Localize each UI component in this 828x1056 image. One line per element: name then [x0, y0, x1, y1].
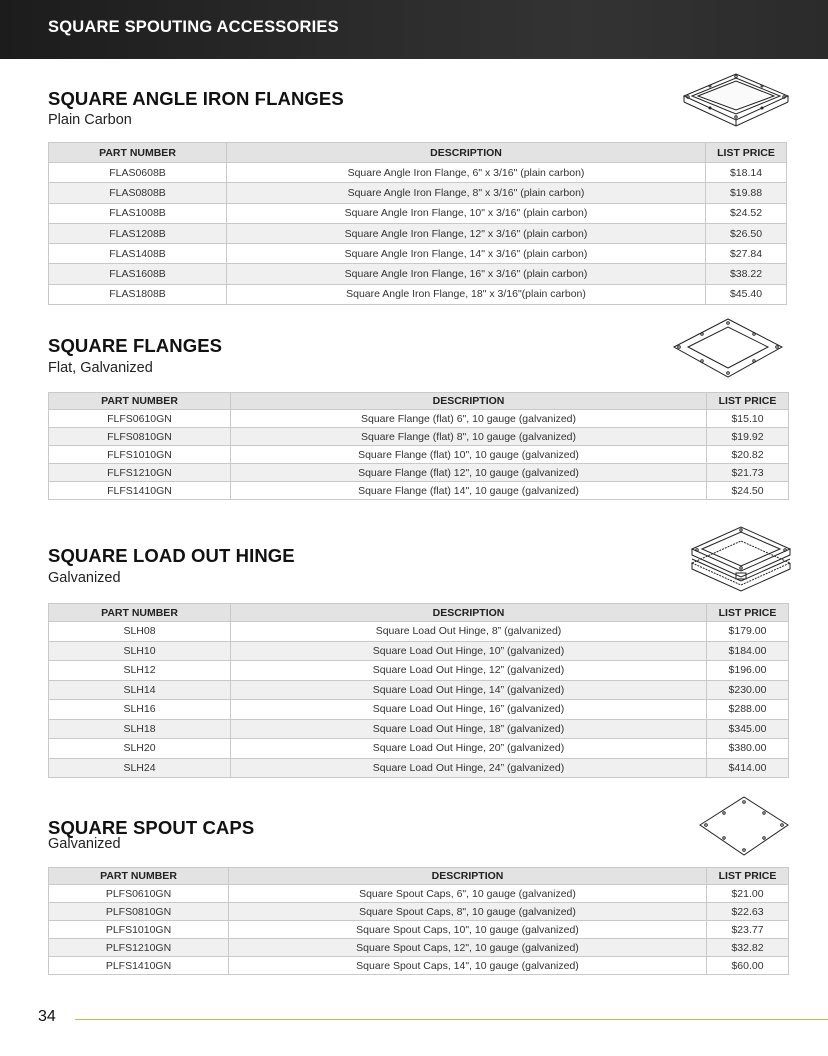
list-price-cell: $23.77 [707, 921, 789, 939]
column-header-description: DESCRIPTION [227, 143, 706, 163]
table-row [49, 183, 787, 203]
table-row [49, 223, 787, 243]
list-price-cell: $32.82 [707, 939, 789, 957]
list-price-cell: $230.00 [707, 680, 789, 700]
table-row [49, 622, 789, 642]
part-number-cell: FLFS0810GN [49, 428, 231, 446]
part-number-cell: FLAS1008B [49, 203, 227, 223]
table-row [49, 264, 787, 284]
column-header-part-number: PART NUMBER [49, 868, 229, 885]
table-row [49, 284, 787, 304]
section-subtitle: Plain Carbon [48, 112, 132, 128]
part-number-cell: SLH20 [49, 739, 231, 759]
list-price-cell: $15.10 [707, 410, 789, 428]
description-cell: Square Load Out Hinge, 20” (galvanized) [231, 739, 707, 759]
list-price-cell: $288.00 [707, 700, 789, 720]
section-title: SQUARE ANGLE IRON FLANGES [48, 88, 344, 109]
angle-iron-flanges-table [48, 142, 787, 305]
list-price-cell: $196.00 [707, 661, 789, 681]
column-header-list-price: LIST PRICE [707, 604, 789, 622]
description-cell: Square Load Out Hinge, 14” (galvanized) [231, 680, 707, 700]
part-number-cell: PLFS1410GN [49, 957, 229, 975]
description-cell: Square Angle Iron Flange, 8" x 3/16" (plain carbon) [227, 183, 706, 203]
table-row [49, 957, 789, 975]
page-header-bar [0, 0, 828, 59]
section-angle-iron-flanges [48, 88, 788, 308]
spout-caps-table [48, 867, 789, 975]
table-row [49, 700, 789, 720]
description-cell: Square Flange (flat) 10", 10 gauge (galvanized) [231, 446, 707, 464]
description-cell: Square Angle Iron Flange, 6" x 3/16" (plain carbon) [227, 163, 706, 183]
description-cell: Square Angle Iron Flange, 10" x 3/16" (plain carbon) [227, 203, 706, 223]
list-price-cell: $22.63 [707, 903, 789, 921]
list-price-cell: $19.92 [707, 428, 789, 446]
list-price-cell: $179.00 [707, 622, 789, 642]
part-number-cell: FLAS1608B [49, 264, 227, 284]
description-cell: Square Spout Caps, 12", 10 gauge (galvanized) [229, 939, 707, 957]
table-row [49, 244, 787, 264]
table-row [49, 661, 789, 681]
table-row [49, 758, 789, 778]
part-number-cell: FLAS0808B [49, 183, 227, 203]
load-out-hinge-icon [688, 523, 794, 595]
description-cell: Square Flange (flat) 8", 10 gauge (galvanized) [231, 428, 707, 446]
flat-flange-icon [672, 317, 784, 381]
list-price-cell: $414.00 [707, 758, 789, 778]
description-cell: Square Spout Caps, 6", 10 gauge (galvanized) [229, 885, 707, 903]
page-number: 34 [38, 1008, 56, 1025]
list-price-cell: $45.40 [706, 284, 787, 304]
section-square-flanges [48, 335, 788, 505]
list-price-cell: $26.50 [706, 223, 787, 243]
description-cell: Square Load Out Hinge, 18” (galvanized) [231, 719, 707, 739]
description-cell: Square Spout Caps, 10", 10 gauge (galvanized) [229, 921, 707, 939]
column-header-list-price: LIST PRICE [707, 393, 789, 410]
column-header-list-price: LIST PRICE [706, 143, 787, 163]
part-number-cell: PLFS0810GN [49, 903, 229, 921]
description-cell: Square Spout Caps, 14", 10 gauge (galvanized) [229, 957, 707, 975]
part-number-cell: FLFS0610GN [49, 410, 231, 428]
description-cell: Square Angle Iron Flange, 18" x 3/16"(plain carbon) [227, 284, 706, 304]
description-cell: Square Load Out Hinge, 16” (galvanized) [231, 700, 707, 720]
section-subtitle: Flat, Galvanized [48, 360, 153, 376]
table-row [49, 482, 789, 500]
list-price-cell: $380.00 [707, 739, 789, 759]
table-row [49, 921, 789, 939]
description-cell: Square Angle Iron Flange, 12" x 3/16" (plain carbon) [227, 223, 706, 243]
description-cell: Square Angle Iron Flange, 16" x 3/16" (plain carbon) [227, 264, 706, 284]
table-row [49, 464, 789, 482]
part-number-cell: FLFS1410GN [49, 482, 231, 500]
column-header-part-number: PART NUMBER [49, 393, 231, 410]
part-number-cell: SLH16 [49, 700, 231, 720]
description-cell: Square Angle Iron Flange, 14" x 3/16" (plain carbon) [227, 244, 706, 264]
part-number-cell: SLH14 [49, 680, 231, 700]
part-number-cell: FLAS1408B [49, 244, 227, 264]
list-price-cell: $60.00 [707, 957, 789, 975]
part-number-cell: SLH12 [49, 661, 231, 681]
description-cell: Square Spout Caps, 8", 10 gauge (galvanized) [229, 903, 707, 921]
column-header-list-price: LIST PRICE [707, 868, 789, 885]
list-price-cell: $18.14 [706, 163, 787, 183]
angle-iron-flange-icon [678, 72, 793, 137]
description-cell: Square Flange (flat) 6", 10 gauge (galvanized) [231, 410, 707, 428]
description-cell: Square Load Out Hinge, 10” (galvanized) [231, 641, 707, 661]
section-spout-caps [48, 817, 788, 982]
description-cell: Square Load Out Hinge, 12” (galvanized) [231, 661, 707, 681]
column-header-description: DESCRIPTION [231, 604, 707, 622]
column-header-description: DESCRIPTION [229, 868, 707, 885]
column-header-description: DESCRIPTION [231, 393, 707, 410]
table-row [49, 428, 789, 446]
list-price-cell: $21.73 [707, 464, 789, 482]
column-header-part-number: PART NUMBER [49, 143, 227, 163]
part-number-cell: PLFS1010GN [49, 921, 229, 939]
section-load-out-hinge [48, 545, 788, 785]
part-number-cell: PLFS0610GN [49, 885, 229, 903]
table-row [49, 903, 789, 921]
part-number-cell: SLH08 [49, 622, 231, 642]
table-row [49, 885, 789, 903]
part-number-cell: SLH18 [49, 719, 231, 739]
list-price-cell: $24.52 [706, 203, 787, 223]
list-price-cell: $184.00 [707, 641, 789, 661]
description-cell: Square Flange (flat) 12", 10 gauge (galvanized) [231, 464, 707, 482]
table-row [49, 739, 789, 759]
part-number-cell: FLFS1010GN [49, 446, 231, 464]
section-title: SQUARE FLANGES [48, 335, 223, 356]
section-subtitle: Galvanized [48, 570, 121, 586]
list-price-cell: $19.88 [706, 183, 787, 203]
list-price-cell: $21.00 [707, 885, 789, 903]
table-row [49, 163, 787, 183]
description-cell: Square Flange (flat) 14", 10 gauge (galvanized) [231, 482, 707, 500]
table-row [49, 446, 789, 464]
part-number-cell: SLH10 [49, 641, 231, 661]
table-row [49, 203, 787, 223]
part-number-cell: FLAS1808B [49, 284, 227, 304]
part-number-cell: FLFS1210GN [49, 464, 231, 482]
section-subtitle: Galvanized [48, 836, 121, 852]
section-title: SQUARE LOAD OUT HINGE [48, 545, 295, 566]
part-number-cell: FLAS1208B [49, 223, 227, 243]
load-out-hinge-table [48, 603, 789, 778]
section-title: SQUARE SPOUT CAPS [48, 817, 255, 838]
table-row [49, 939, 789, 957]
list-price-cell: $345.00 [707, 719, 789, 739]
part-number-cell: SLH24 [49, 758, 231, 778]
table-row [49, 641, 789, 661]
part-number-cell: FLAS0608B [49, 163, 227, 183]
part-number-cell: PLFS1210GN [49, 939, 229, 957]
list-price-cell: $20.82 [707, 446, 789, 464]
list-price-cell: $27.84 [706, 244, 787, 264]
description-cell: Square Load Out Hinge, 24” (galvanized) [231, 758, 707, 778]
square-flanges-table [48, 392, 789, 500]
footer-divider [75, 1019, 828, 1020]
list-price-cell: $24.50 [707, 482, 789, 500]
list-price-cell: $38.22 [706, 264, 787, 284]
spout-cap-icon [698, 795, 790, 859]
page-header-title: SQUARE SPOUTING ACCESSORIES [48, 18, 339, 36]
table-row [49, 680, 789, 700]
column-header-part-number: PART NUMBER [49, 604, 231, 622]
table-row [49, 410, 789, 428]
description-cell: Square Load Out Hinge, 8” (galvanized) [231, 622, 707, 642]
table-row [49, 719, 789, 739]
